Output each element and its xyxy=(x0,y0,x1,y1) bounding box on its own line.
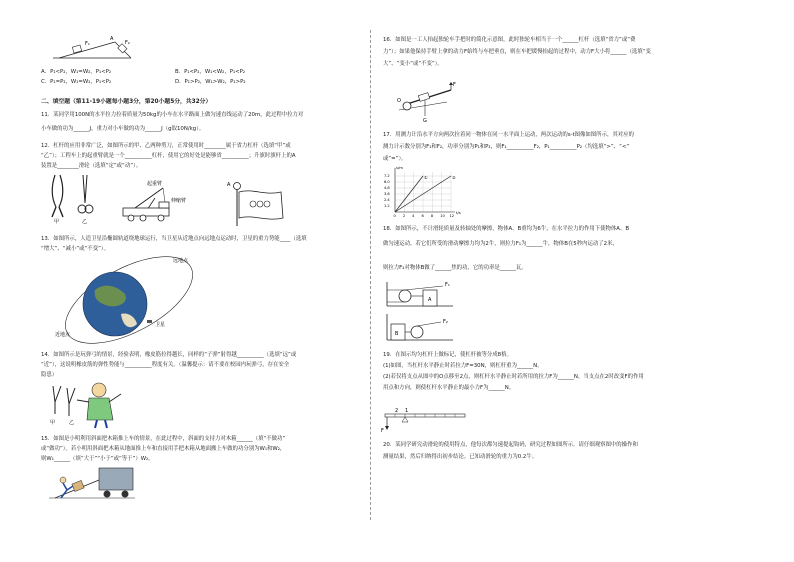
q20-line2: 测量结果，然后归纳得出初步结论。已知动滑轮的重力为0.2牛。 xyxy=(383,454,538,460)
q10-option-a: A．P₁<P₂，W₁=W₂，P₁<P₂ xyxy=(41,69,112,75)
label-yi: 乙 xyxy=(82,219,88,225)
q11-line1: 11．某同学用100N的水平拉力拉着质量为50kg的小车在水平路面上做匀速直线运动了20m，此过程中拉力对 xyxy=(41,112,304,118)
y-tick-label: 1.2 xyxy=(384,204,390,209)
q17-line3: 或“=”）。 xyxy=(383,156,407,162)
st-graph xyxy=(381,166,461,220)
q13-line2: “增大”、“减小”或“不变”）。 xyxy=(41,246,109,252)
chart-grid xyxy=(395,172,451,212)
series-label: ② xyxy=(452,175,456,180)
block-a-label: A xyxy=(428,297,432,303)
x-tick-label: 10 xyxy=(440,214,445,218)
q15-line2: 或“做功”）。若小明用斜面把木箱从地面推上车和直接用手把木箱从地面搬上车做的功分别为W₁和W₂， xyxy=(41,446,286,452)
slingshot-label-yi: 乙 xyxy=(69,420,75,426)
q15-line3: 则W₁______（填“大于”“小于”或“等于”）W₂。 xyxy=(41,456,154,462)
x-tick-label: 2 xyxy=(402,214,406,218)
y-tick-label: 4.8 xyxy=(384,186,390,191)
q14-line1: 14．如图所示是玩弹弓的情景，经验表明，橡皮筋拉得越长，同样的“子弹”射得越__________（选填“远”或 xyxy=(41,352,297,358)
gravity-g-label: G xyxy=(423,118,427,124)
mark-1-label: 1 xyxy=(405,408,409,414)
q16-line3: 大”、“变小”或“不变”）。 xyxy=(383,61,443,67)
y-tick-label: 3.6 xyxy=(384,192,390,197)
q17-line2: 测力计示数分别为F₁和F₂，功率分别为P₁和P₂，则F₁__________F₂，P₁__________P₂（均选填“>”、“<” xyxy=(383,144,630,150)
x-tick-label: 6 xyxy=(421,214,424,218)
q18-line3: 则拉力F₂对物体B做了______焦的功，它的功率是______瓦。 xyxy=(383,265,527,271)
q14-line3: 隐患） xyxy=(41,372,58,378)
x-tick-label: 12 xyxy=(449,214,455,218)
flagpole-figure xyxy=(219,178,299,228)
x-tick-label: 8 xyxy=(430,214,434,218)
q13-line1: 13．如图所示，人造卫星沿椭圆轨道绕地球运行，当卫星从近地点向远地点运动时，卫星的重力势能____（选填 xyxy=(41,236,307,242)
q16-line1: 16．如图是一工人抬起独轮车手把时的简化示意图，此时独轮车相当于一个______杠杆（选填“省力”或“费 xyxy=(383,37,636,43)
incline-figure xyxy=(53,34,143,64)
crane-truck-figure xyxy=(121,180,206,225)
scissors-figure xyxy=(47,173,107,223)
slingshot-figure xyxy=(47,380,132,428)
y-axis-label: s/m xyxy=(396,165,403,170)
x-tick-label: 4 xyxy=(412,214,415,218)
satellite-label: 卫星 xyxy=(155,322,166,328)
q12-line1: 12．杠杆的应用非常广泛，如图所示的甲、乙两种剪刀，正常使用时________属于省力杠杆（选填“甲”或 xyxy=(41,143,291,149)
crane-arm-label: 起重臂 xyxy=(147,181,163,187)
q10-option-b: B．P₁<P₂，W₁<W₂，P₁<P₂ xyxy=(175,69,246,75)
q10-option-d: D．P₁>P₂，W₁>W₂，P₁>P₂ xyxy=(175,79,246,85)
series-label: ① xyxy=(424,175,428,180)
y-tick-label: 2.4 xyxy=(384,198,390,203)
q11-line2: 小车做的功为______J，重力对小车做的功为______J（g取10N/kg）。 xyxy=(41,126,205,132)
satellite-orbit-figure xyxy=(55,256,205,346)
x-tick-label: 0 xyxy=(393,214,396,218)
q10-option-c: C．P₁=P₂，W₁=W₂，P₁<P₂ xyxy=(41,79,112,85)
pulley-a-label: A xyxy=(227,182,231,188)
chart-labels xyxy=(384,165,461,218)
y-tick-label: 6.0 xyxy=(384,180,390,185)
left-column xyxy=(33,0,383,562)
lever-force-label: F xyxy=(381,428,384,434)
f1-pull-label: F₁ xyxy=(445,282,450,288)
q12-line2: “乙”）；工程车上的起重臂就是一个__________杠杆，使用它的好处是能够省__________；升旗时旗杆上的A xyxy=(41,153,296,159)
x-axis-label: t/s xyxy=(456,210,461,215)
q17-line1: 17．用测力计沿水平方向两次拉着同一物体在同一水平面上运动，两次运动的s-t图像如图所示，其对应的 xyxy=(383,132,634,138)
slingshot-label-jia: 甲 xyxy=(50,420,56,426)
q12-line3: 装置是________滑轮（选填“定”或“动”）。 xyxy=(41,163,142,169)
q14-line2: “近”），这说明橡皮筋的弹性势能与__________程度有关。（温馨提示：请不要在校园内玩弹弓，存在安全 xyxy=(41,362,290,368)
q18-line1: 18．如图所示，不计滑轮质量及转轴处的摩擦，物体A、B重均为6牛，在水平拉力的作用下使物体A、B xyxy=(383,226,630,232)
section-heading: 二、填空题（第11-19小题每小题3分，第20小题5分，共32分） xyxy=(41,99,212,105)
mark-2-label: 2 xyxy=(395,408,399,414)
f2-label: F₂ xyxy=(125,40,130,46)
perigee-label: 近地点 xyxy=(55,332,71,338)
truck-ramp-figure xyxy=(49,466,139,502)
q19-line4: 用点和方向，则使杠杆水平静止的最小力F为______N。 xyxy=(383,385,515,391)
a-label: A xyxy=(110,36,114,42)
right-column xyxy=(375,0,765,562)
q15-line1: 15．如图是小明利用斜面把木箱推上车的情景，在此过程中，斜面的支持力对木箱______（填“不做功” xyxy=(41,436,286,442)
q19-line1: 19．在图示均匀杠杆上做标记，使杠杆被等分成8格。 xyxy=(383,352,512,358)
q19-line2: (1)如图，当杠杆水平静止时若拉力F=30N，则杠杆重为______N。 xyxy=(383,363,543,369)
pulley-blocks-figure xyxy=(383,278,463,344)
y-tick-label: 7.2 xyxy=(384,174,390,179)
fulcrum-o-label: O xyxy=(397,98,401,104)
label-jia: 甲 xyxy=(54,219,60,225)
q19-line3: (2)若仅将支点从图中的O点移至2点，则杠杆水平静止时若所用的拉力F为______N，当支点在2时改变F的作用 xyxy=(383,374,644,380)
q20-line1: 20．某同学研究动滑轮的使用特点，他每次都匀速提起钩码，研究过程如图所示。请仔细观察图中的操作和 xyxy=(383,442,638,448)
hydraulic-arm-label: 伸缩臂 xyxy=(171,198,187,204)
force-f-label: F xyxy=(453,82,456,88)
apogee-label: 远地点 xyxy=(173,258,189,264)
f1-label: F₁ xyxy=(85,41,90,47)
f2-pull-label: F₂ xyxy=(443,319,448,325)
lever-figure xyxy=(381,406,471,432)
wheelbarrow-figure xyxy=(397,82,457,122)
q18-line2: 做匀速运动，若它们所受的滑动摩擦力均为2牛，则拉力F₁为______牛，物体B在5秒内运动了2米， xyxy=(383,241,618,247)
q16-line2: 力”）；如果他保持手臂上拿的动力F始终与车把垂直，则在车把缓慢抬起的过程中，动力F大小将______（选填“变 xyxy=(383,49,651,55)
block-b-label: B xyxy=(395,331,399,337)
